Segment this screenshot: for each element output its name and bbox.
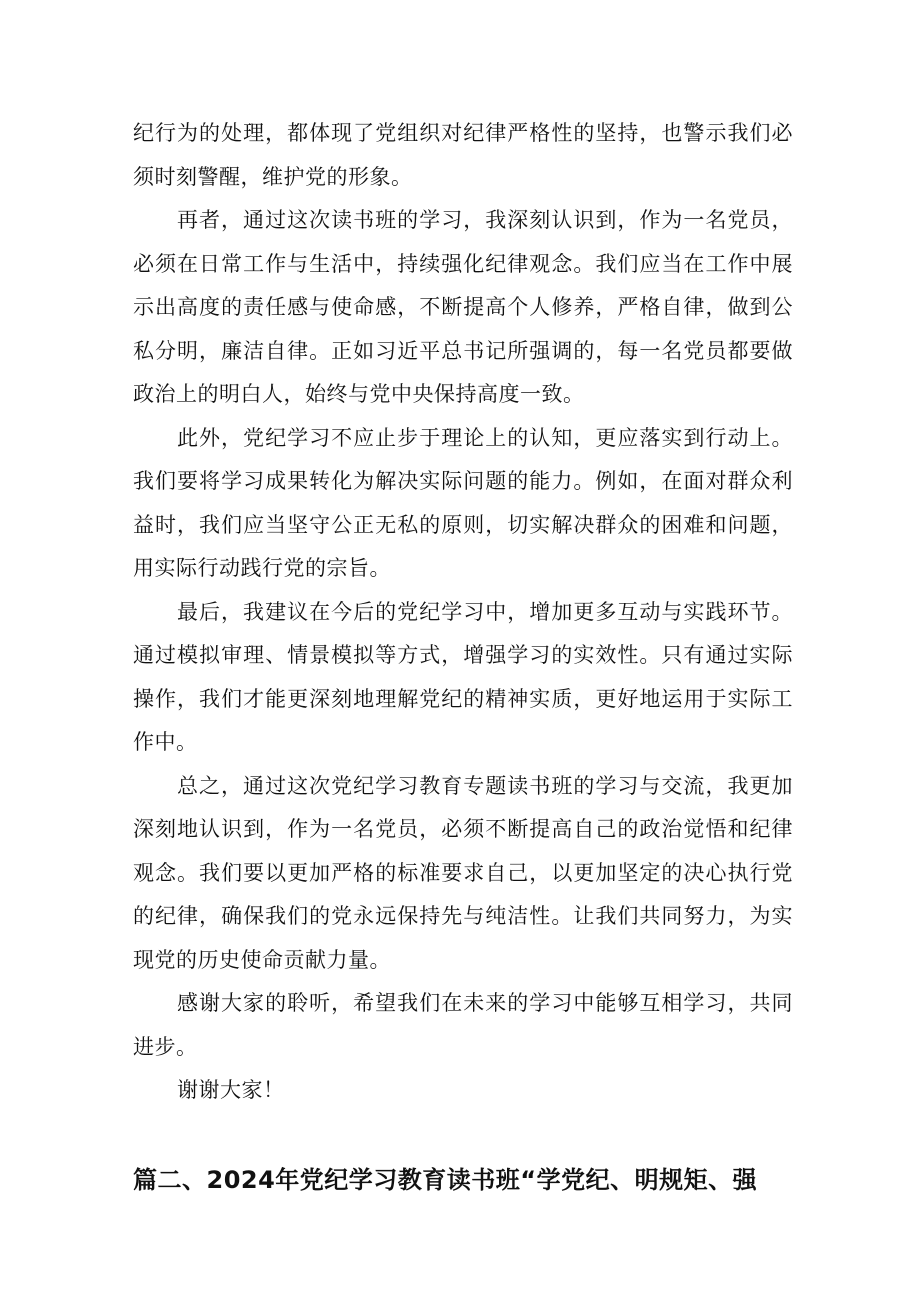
paragraph-furthermore: 再者，通过这次读书班的学习，我深刻认识到，作为一名党员，必须在日常工作与生活中，持续强化纪律观念。我们应当在工作中展示出高度的责任感与使命感，不断提高个人修养，严格自律，做到公私分明，廉洁自律。正如习近平总书记所强调的，每一名党员都要做政治上的明白人，始终与党中央保持高度一致。 [133, 208, 793, 406]
document-body [133, 112, 793, 1113]
paragraph-in-addition: 此外，党纪学习不应止步于理论上的认知，更应落实到行动上。我们要将学习成果转化为解决实际问题的能力。例如，在面对群众利益时，我们应当坚守公正无私的原则，切实解决群众的困难和问题，用实际行动践行党的宗旨。 [133, 425, 793, 580]
paragraph-continuation: 纪行为的处理，都体现了党组织对纪律严格性的坚持，也警示我们必须时刻警醒，维护党的形象。 [133, 121, 793, 189]
paragraph-thanks-listening: 感谢大家的聆听，希望我们在未来的学习中能够互相学习，共同进步。 [133, 991, 793, 1059]
paragraph-finally: 最后，我建议在今后的党纪学习中，增加更多互动与实践环节。通过模拟审理、情景模拟等方式，增强学习的实效性。只有通过实际操作，我们才能更深刻地理解党纪的精神实质，更好地运用于实际工作中。 [133, 599, 793, 754]
paragraph-in-summary: 总之，通过这次党纪学习教育专题读书班的学习与交流，我更加深刻地认识到，作为一名党员，必须不断提高自己的政治觉悟和纪律观念。我们要以更加严格的标准要求自己，以更加坚定的决心执行党的纪律，确保我们的党永远保持先与纯洁性。让我们共同努力，为实现党的历史使命贡献力量。 [133, 773, 793, 972]
section-heading: 篇二、2024年党纪学习教育读书班“学党纪、明规矩、强 [133, 1166, 758, 1194]
paragraph-thank-you: 谢谢大家！ [177, 1078, 285, 1102]
